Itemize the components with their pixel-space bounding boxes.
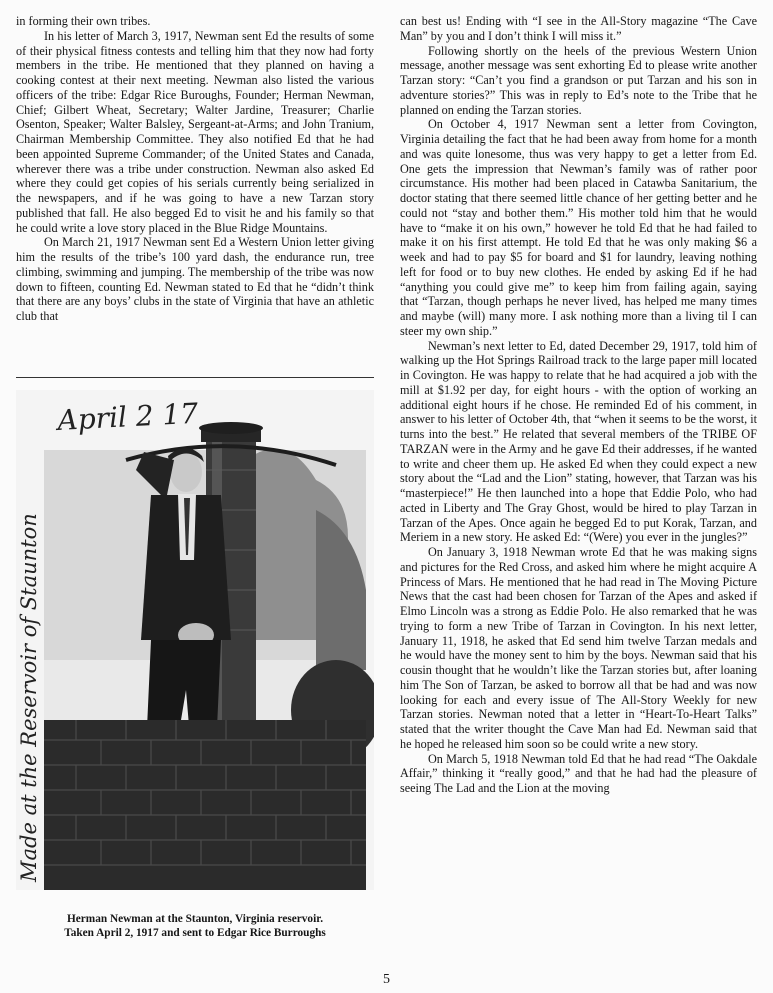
right-paragraph-4: Newman’s next letter to Ed, dated December 29, 1917, told him of walking up the Hot Springs Railroad track to the large paper mill located in Covington. He was happy to relate that he had acquired a job with the mill at $1.92 per day, for eight hours - with the option of working an additional eight hours if he chose. He reminded Ed of his comment, in answer to his letter of October 4th, that “when it seems to be the worst, it turns into the best.” He related that several members of the TRIBE OF TARZAN were in the Army and he gave Ed their addresses, if he wanted to write and cheer them up. He asked Ed when they could expect a new story about the “Lad and the Lion” stating, however, that Tarzan was his “masterpiece!” He then launched into a hope that Eddie Polo, who had acted in Liberty and The Gray Ghost, would be hired to play Tarzan in Tarzan of the Apes. Once again he begged Ed to put Korak, Tarzan, and Meriem in a new story. He asked Ed: “(Were) you ever in the jungles?” [400,338,757,545]
right-paragraph-5: On January 3, 1918 Newman wrote Ed that he was making signs and pictures for the Red Cross, and asked him where he might acquire A Princess of Mars. He mentioned that he had read in The Moving Picture News that the cast had been chosen for Tarzan of the Apes and asked if Elmo Lincoln was a strong as Eddie Polo. He also remarked that he was trying to form a new Tribe of Tarzan in Covington. In his next letter, January 11, 1918, he asked that Ed send him twelve Tarzan medals and he would have the money sent to him by the boys. Newman said that his cousin thought that he wouldn’t like the Tarzan stories but, after loaning him The Son of Tarzan, be asked to borrow all that be had and was now looking for each and every issue of The All-Story Weekly for new Tarzan stories. Newman noted that a letter in “Heart-To-Heart Talks” stated that the writer thought the Cave Man had Ed. Newman said that he hoped he released him soon so be could write a new story. [400,545,757,751]
left-paragraph-3: On March 21, 1917 Newman sent Ed a Western Union letter giving him the results of the tribe’s 100 yard dash, the endurance run, tree climbing, swimming and jumping. The membership of the tribe was now down to fifteen, counting Ed. Newman stated to Ed that he “didn’t think that there are any boys’ clubs in the state of Virginia that have an athletic club that [16,235,374,323]
right-paragraph-1: can best us! Ending with “I see in the All-Story magazine “The Cave Man” by you and I don’t think I will miss it.” [400,14,757,43]
right-paragraph-2: Following shortly on the heels of the previous Western Union message, another message was sent exhorting Ed to please write another Tarzan story: “Can’t you find a grandson or put Tarzan and his son in adventure stories?” This was in reply to Ed’s note to the Tribe that he planned on ending the Tarzan stories. [400,43,757,117]
page-number: 5 [383,972,390,987]
photo-divider-rule [16,377,374,378]
photo-illustration [16,390,374,890]
left-column [16,14,374,324]
left-paragraph-2: In his letter of March 3, 1917, Newman sent Ed the results of some of their physical fitness contests and telling him that they now had forty members in the tribe. He mentioned that they planned on having a cooking contest at their next meeting. Newman also listed the various officers of the tribe: Edgar Rice Buroughs, Founder; Herman Newman, Chief; Gilbert Wheat, Secretary; Walter Jardine, Treasurer; Charlie Osenton, Speaker; Walter Balsley, Sergeant-at-Arms; and John Tranium, Chairman Membership Committee. They also notified Ed that he had been appointed Supreme Commander; of the United States and Canada, wherever there was a tribe under construction. Newman also asked Ed where they could get copies of his serials currently being serialized in the newspapers, and if he was going to have a new Tarzan story published that fall. He also begged Ed to visit he and his family so that he could write a love story placed in the Blue Ridge Mountains. [16,28,374,235]
right-paragraph-3: On October 4, 1917 Newman sent a letter from Covington, Virginia detailing the fact that he had been away from home for a month and was quite lonesome, thus was very happy to get a letter from Ed. One gets the impression that Newman’s family was of rather poor circumstance. His mother had been placed in Catawba Sanitarium, the doctor stating that there seemed little chance of her getting better and he could not “stay and bother them.” His mother told him that he would have to “make it on his own,” however he told Ed that he had failed to make it on his first attempt. He told Ed that he was only making $6 a week and had to pay $5 for board and $1 for laundry, leaving nothing left for food or to buy new clothes. He ended by asking Ed if he had “anything you could give me” to keep him from failing again, saying that “Tarzan, though perhaps he never lived, has helped me many times and maybe (will) many more. I ask nothing more than a living til I can steer my own ship.” [400,117,757,338]
photo-handwriting-date: April 2 17 [56,396,199,437]
right-column [400,14,757,796]
historical-photo [16,390,374,890]
caption-line-2: Taken April 2, 1917 and sent to Edgar Rice Burroughs [64,927,326,939]
caption-line-1: Herman Newman at the Staunton, Virginia reservoir. [66,913,324,925]
right-paragraph-6: On March 5, 1918 Newman told Ed that he had read “The Oakdale Affair,” thinking it “really good,” and that he had had the pleasure of seeing The Lad and the Lion at the moving [400,751,757,795]
photo-caption [16,912,374,940]
photo-handwriting-side: Made at the Reservoir of Staunton [17,513,41,882]
left-paragraph-1: in forming their own tribes. [16,14,151,28]
